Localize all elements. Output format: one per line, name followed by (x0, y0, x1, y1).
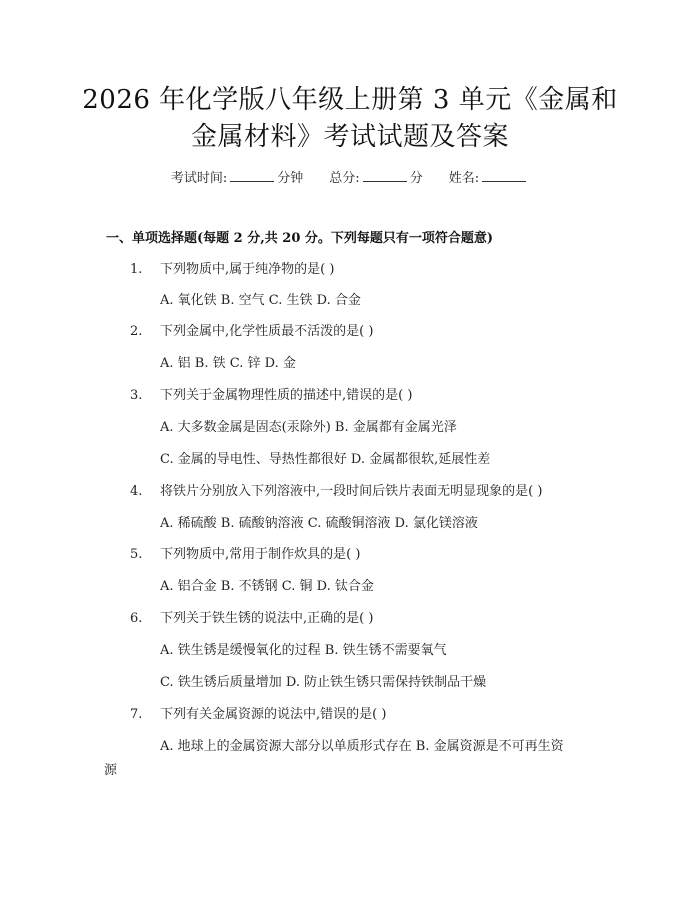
question-5-options: A. 铝合金 B. 不锈钢 C. 铜 D. 钛合金 (160, 579, 374, 594)
student-name-label: 姓名: (448, 171, 480, 186)
question-3-options-line-1: A. 大多数金属是固态(汞除外) B. 金属都有金属光泽 (160, 420, 457, 435)
question-2-options: A. 铝 B. 铁 C. 锌 D. 金 (160, 356, 296, 371)
question-number: 7. (130, 707, 143, 722)
question-number: 3. (130, 388, 143, 403)
total-score-blank (363, 168, 407, 182)
question-4-options: A. 稀硫酸 B. 硫酸钠溶液 C. 硫酸铜溶液 D. 氯化镁溶液 (160, 516, 478, 531)
student-name-blank (482, 168, 526, 182)
question-text: 下列物质中,常用于制作炊具的是( ) (160, 547, 361, 562)
question-number: 6. (130, 611, 143, 626)
section-heading-single-choice: 一、单项选择题(每题 2 分,共 20 分。下列每题只有一项符合题意) (106, 231, 494, 246)
exam-meta-line (0, 168, 700, 189)
exam-time-unit: 分钟 (277, 171, 304, 186)
exam-time-blank (230, 168, 274, 182)
question-text: 下列金属中,化学性质最不活泼的是( ) (160, 324, 374, 339)
question-7-options-continuation: 源 (104, 763, 118, 778)
question-number: 2. (130, 324, 143, 339)
question-number: 4. (130, 484, 143, 499)
exam-title-line-2: 金属材料》考试试题及答案 (190, 122, 509, 152)
question-6-options-line-1: A. 铁生锈是缓慢氧化的过程 B. 铁生锈不需要氧气 (160, 643, 447, 658)
total-score-unit: 分 (409, 171, 423, 186)
question-number: 1. (130, 262, 143, 277)
exam-title-line-1: 2026 年化学版八年级上册第 3 单元《金属和 (82, 85, 618, 115)
question-text: 下列物质中,属于纯净物的是( ) (160, 262, 335, 277)
question-text: 下列关于金属物理性质的描述中,错误的是( ) (160, 388, 413, 403)
question-6-options-line-2: C. 铁生锈后质量增加 D. 防止铁生锈只需保持铁制品干燥 (160, 675, 487, 690)
question-7-options: A. 地球上的金属资源大部分以单质形式存在 B. 金属资源是不可再生资 (160, 739, 564, 754)
question-text: 将铁片分别放入下列溶液中,一段时间后铁片表面无明显现象的是( ) (160, 484, 543, 499)
question-3-options-line-2: C. 金属的导电性、导热性都很好 D. 金属都很软,延展性差 (160, 452, 491, 467)
question-text: 下列有关金属资源的说法中,错误的是( ) (160, 707, 387, 722)
question-1-options: A. 氧化铁 B. 空气 C. 生铁 D. 合金 (160, 293, 361, 308)
question-number: 5. (130, 547, 143, 562)
question-text: 下列关于铁生锈的说法中,正确的是( ) (160, 611, 374, 626)
exam-time-label: 考试时间: (170, 171, 228, 186)
total-score-label: 总分: (329, 171, 360, 186)
